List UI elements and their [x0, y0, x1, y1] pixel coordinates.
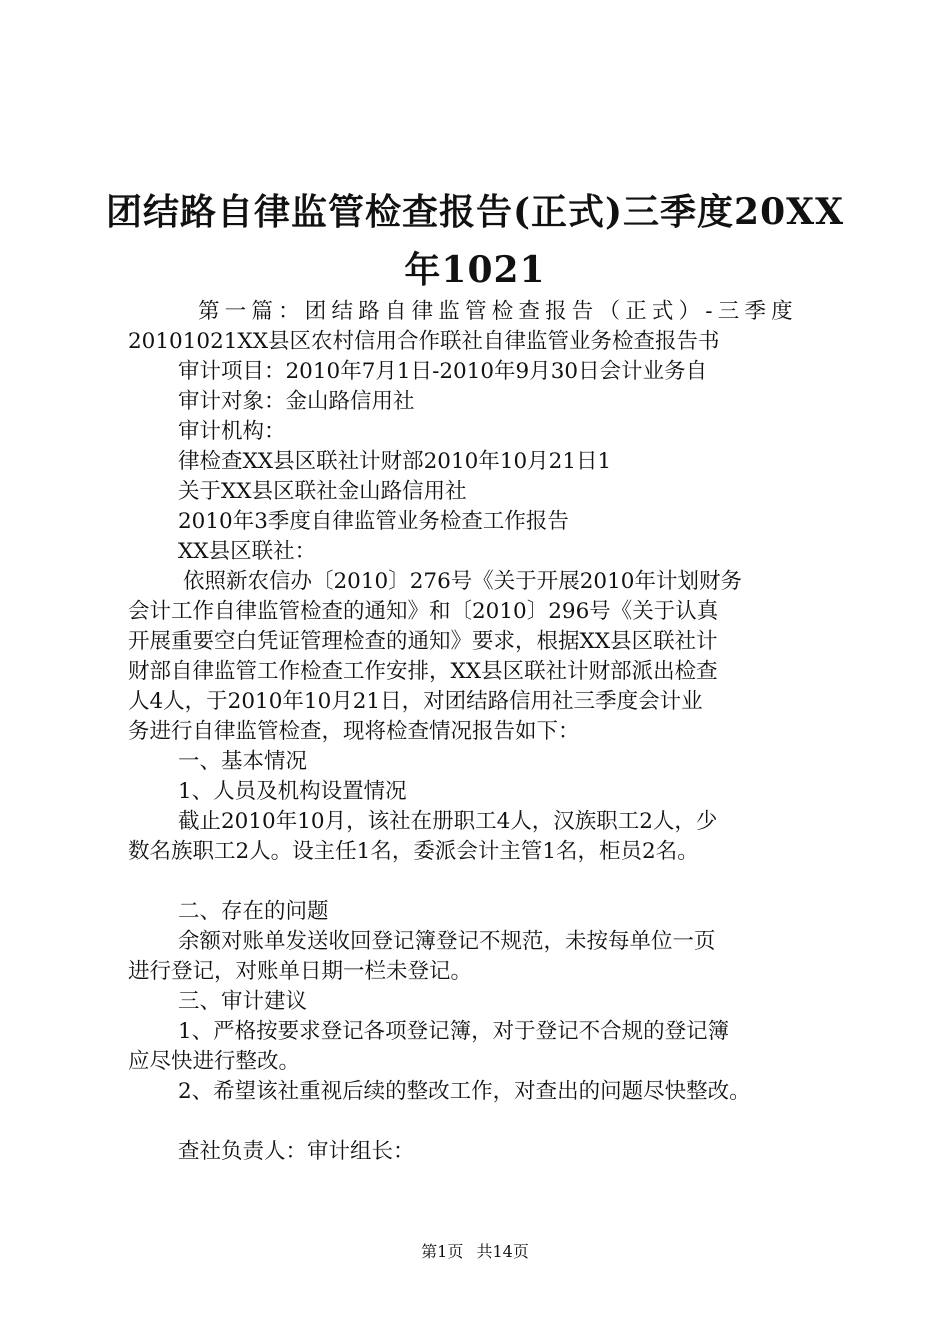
- body-line: 会计工作自律监管检查的通知》和〔2010〕296号《关于认真: [128, 599, 719, 624]
- paragraph-gap: [128, 1107, 840, 1137]
- section-heading: 三、审计建议: [178, 989, 308, 1014]
- body-line: 2010年3季度自律监管业务检查工作报告: [178, 509, 569, 534]
- body-line: 务进行自律监管检查，现将检查情况报告如下：: [128, 719, 580, 744]
- body-line: 关于XX县区联社金山路信用社: [178, 479, 467, 504]
- body-line: 财部自律监管工作检查工作安排，XX县区联社计财部派出检查: [128, 659, 718, 684]
- page-footer: [0, 1242, 950, 1262]
- body-line: 数名族职工2人。设主任1名，委派会计主管1名，柜员2名。: [128, 839, 699, 864]
- body-line: 审计机构：: [178, 419, 286, 444]
- page-number: 第1页: [421, 1242, 464, 1261]
- body-line: 依照新农信办〔2010〕276号《关于开展2010年计划财务: [183, 569, 742, 594]
- body-line: 人4人，于2010年10月21日，对团结路信用社三季度会计业: [128, 689, 703, 714]
- body-line: 律检查XX县区联社计财部2010年10月21日1: [178, 449, 612, 474]
- body-line: 1、严格按要求登记各项登记簿，对于登记不合规的登记簿: [178, 1019, 730, 1044]
- document-title-line-1: 团结路自律监管检查报告(正式)三季度20XX: [105, 191, 845, 233]
- body-line: 第一篇：团结路自律监管检查报告（正式）-三季度: [198, 299, 798, 324]
- signature-line: 查社负责人：审计组长：: [178, 1139, 415, 1164]
- body-line: 截止2010年10月，该社在册职工4人，汉族职工2人，少: [178, 809, 718, 834]
- body-line: 20101021XX县区农村信用合作联社自律监管业务检查报告书: [128, 329, 720, 354]
- body-line: 2、希望该社重视后续的整改工作，对查出的问题尽快整改。: [178, 1079, 751, 1104]
- subsection-heading: 1、人员及机构设置情况: [178, 779, 407, 804]
- section-heading: 一、基本情况: [178, 749, 308, 774]
- body-line: 余额对账单发送收回登记簿登记不规范，未按每单位一页: [178, 929, 716, 954]
- body-line: 开展重要空白凭证管理检查的通知》要求，根据XX县区联社计: [128, 629, 718, 654]
- section-heading: 二、存在的问题: [178, 899, 329, 924]
- body-line: 审计项目：2010年7月1日-2010年9月30日会计业务自: [178, 359, 708, 384]
- document-title-line-2: 年1021: [404, 249, 546, 291]
- paragraph-gap: [128, 867, 840, 897]
- body-line: XX县区联社：: [178, 539, 317, 564]
- body-line: 进行登记，对账单日期一栏未登记。: [128, 959, 473, 984]
- page-total: 共14页: [476, 1242, 529, 1261]
- body-line: 应尽快进行整改。: [128, 1049, 301, 1074]
- body-line: 审计对象：金山路信用社: [178, 389, 415, 414]
- document-body: [128, 297, 840, 1167]
